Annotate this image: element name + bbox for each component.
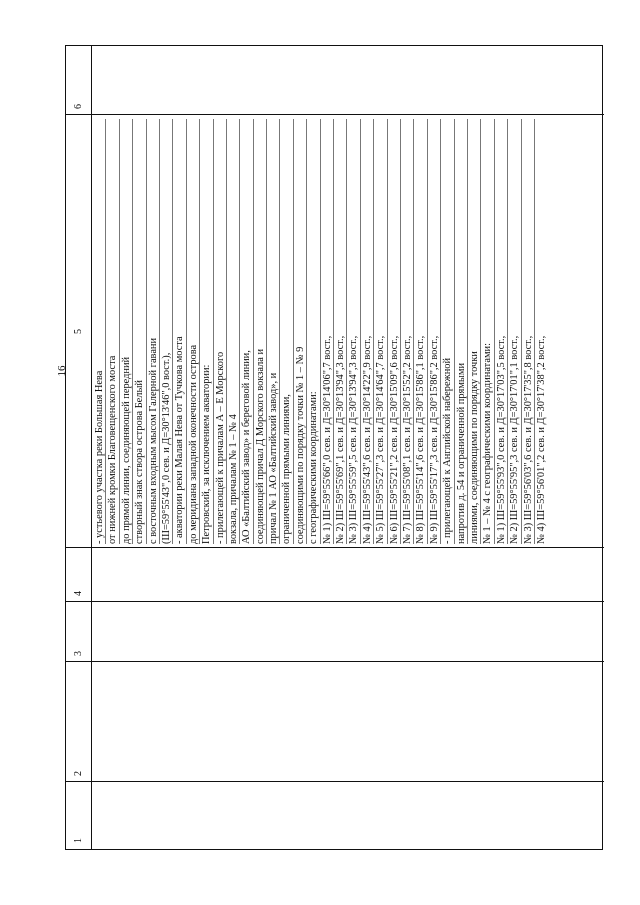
text-line: АО «Балтийский завод» и береговой линии,: [240, 119, 253, 544]
text-line: с восточным входным мысом Галерной гавани: [147, 119, 160, 544]
text-line: напротив д. 54 и ограниченной прямыми: [455, 119, 468, 544]
header-col-2: 2: [73, 771, 84, 776]
text-line: - устьевого участка реки Большая Нева: [93, 119, 106, 544]
column-divider: [66, 781, 604, 782]
text-line: № 2) Ш=59°55'95",3 сев. и Д=30°17'01",1 вост.,: [508, 119, 521, 544]
text-line: № 3) Ш=59°56'03",6 сев. и Д=30°17'35",8 вост.,: [522, 119, 535, 544]
text-line: вокзала, причалам № 1 – № 4: [227, 119, 240, 544]
text-line: - акватории реки Малая Нева от Тучкова моста: [173, 119, 186, 544]
text-line: № 2) Ш=59°55'69",1 сев. и Д=30°13'94",3 вост.,: [334, 119, 347, 544]
text-line: № 5) Ш=59°55'27",3 сев. и Д=30°14'64",7 вост.,: [374, 119, 387, 544]
header-col-3: 3: [73, 651, 84, 656]
text-line: № 9) Ш=59°55'17",3 сев. и Д=30°15'86",2 вост.,: [428, 119, 441, 544]
text-line: ограниченной прямыми линиями,: [280, 119, 293, 544]
text-line: соединяющей причал Д Морского вокзала и: [254, 119, 267, 544]
text-line: - прилегающей к Английской набережной: [441, 119, 454, 544]
text-line: - прилегающей к причалам А – Е Морского: [214, 119, 227, 544]
header-col-6: 6: [73, 104, 84, 109]
text-line: (Ш=59°55'43",0 сев. и Д=30°13'46",0 вост.),: [160, 119, 173, 544]
text-line: № 1) Ш=59°55'66",0 сев. и Д=30°14'06",7 вост.,: [321, 119, 334, 544]
page-number: 16: [56, 365, 68, 377]
text-line: № 3) Ш=59°55'59",5 сев. и Д=30°13'94",3 вост.,: [347, 119, 360, 544]
text-line: № 1 – № 4 с географическими координатами:: [481, 119, 494, 544]
text-line: № 4) Ш=59°55'43",6 сев. и Д=30°14'22",9 вост.,: [361, 119, 374, 544]
text-line: Петровский, за исключением акватории:: [200, 119, 213, 544]
text-line: № 4) Ш=59°56'01",2 сев. и Д=30°17'38",2 вост.,: [535, 335, 547, 544]
column-5-content: [92, 115, 549, 548]
header-row: [66, 46, 92, 849]
rotated-table: [65, 45, 603, 850]
header-col-4: 4: [73, 591, 84, 596]
text-line: с географическими координатами:: [307, 119, 320, 544]
text-line: от нижней кромки Благовещенского моста: [106, 119, 119, 544]
column-divider: [66, 661, 604, 662]
text-line: причал № 1 АО «Балтийский завод», и: [267, 119, 280, 544]
text-line: линиями, соединяющими по порядку точки: [468, 119, 481, 544]
column-divider: [66, 601, 604, 602]
text-line: № 6) Ш=59°55'21",2 сев. и Д=30°15'09",6 вост.,: [388, 119, 401, 544]
text-line: № 7) Ш=59°55'08",1 сев. и Д=30°15'52",2 вост.,: [401, 119, 414, 544]
text-line: № 8) Ш=59°55'14",6 сев. и Д=30°15'86",1 вост.,: [414, 119, 427, 544]
table-wrapper: [65, 45, 603, 850]
text-line: до прямой линии, соединяющей передний: [120, 119, 133, 544]
text-line: до меридиана западной оконечности острова: [187, 119, 200, 544]
text-line: № 1) Ш=59°55'93",0 сев. и Д=30°17'03",5 вост.,: [495, 119, 508, 544]
text-line: створный знак створа острова Белый: [133, 119, 146, 544]
header-col-1: 1: [73, 838, 84, 843]
header-col-5: 5: [73, 329, 84, 334]
text-line: соединяющими по порядку точки № 1 – № 9: [294, 119, 307, 544]
